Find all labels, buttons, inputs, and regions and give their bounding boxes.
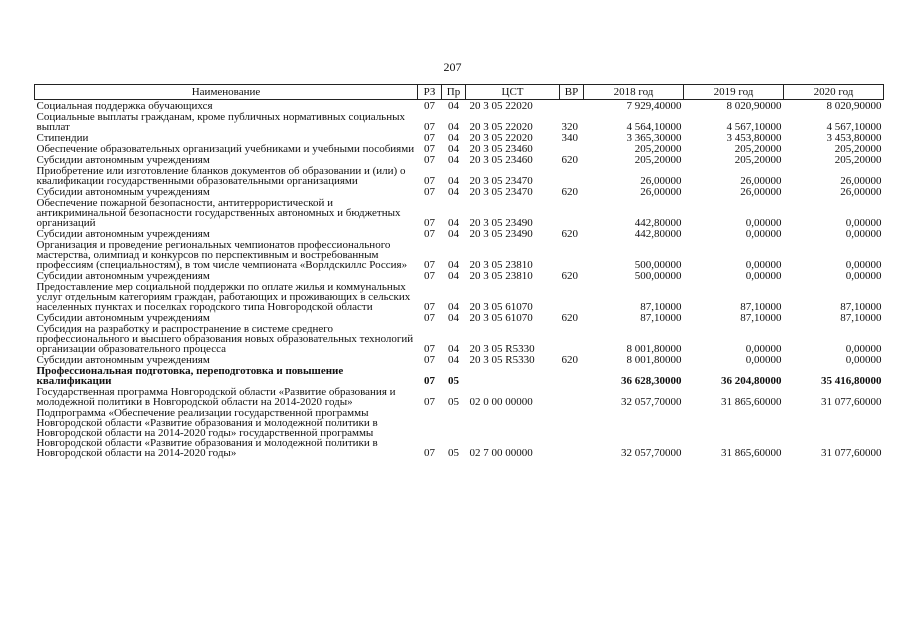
row-vr — [560, 323, 584, 354]
row-2020: 26,00000 — [840, 186, 882, 198]
row-2019: 4 567,10000 — [726, 121, 782, 133]
row-cst: 20 3 05 23470 — [469, 175, 533, 187]
row-2019: 0,00000 — [745, 228, 782, 240]
row-pr: 05 — [448, 375, 459, 387]
row-vr: 620 — [561, 228, 578, 240]
row-2019: 31 865,60000 — [721, 447, 782, 459]
header-name: Наименование — [35, 85, 418, 100]
row-pr: 04 — [448, 259, 459, 271]
row-2019: 205,20000 — [734, 154, 782, 166]
row-2020: 87,10000 — [840, 301, 882, 313]
row-rz: 07 — [424, 447, 435, 459]
budget-table — [34, 84, 884, 458]
row-name: Субсидии автономным учреждениям — [36, 270, 210, 282]
row-vr: 620 — [561, 312, 578, 324]
row-2020: 3 453,80000 — [826, 132, 882, 144]
row-2020: 31 077,60000 — [821, 447, 882, 459]
row-vr — [560, 143, 584, 154]
row-2018: 500,00000 — [634, 259, 682, 271]
row-pr: 05 — [448, 447, 459, 459]
row-2018: 87,10000 — [640, 301, 682, 313]
row-name: Обеспечение пожарной безопасности, антитеррористической и антикриминальной безопасности государственных автономных и бюджетных организаций — [36, 197, 401, 229]
table-row — [35, 228, 884, 239]
row-2019: 87,10000 — [740, 312, 782, 324]
row-2018: 32 057,70000 — [621, 396, 682, 408]
row-cst: 20 3 05 23490 — [469, 228, 533, 240]
row-pr: 05 — [448, 396, 459, 408]
row-cst: 20 3 05 22020 — [469, 121, 533, 133]
row-vr: 620 — [561, 354, 578, 366]
table-row — [35, 239, 884, 270]
table-row — [35, 323, 884, 354]
row-name: Субсидии автономным учреждениям — [36, 154, 210, 166]
header-rz: РЗ — [418, 85, 442, 100]
table-row — [35, 165, 884, 186]
table-row — [35, 143, 884, 154]
row-pr: 04 — [448, 175, 459, 187]
row-pr: 04 — [448, 312, 459, 324]
row-pr: 04 — [448, 132, 459, 144]
row-cst: 02 0 00 00000 — [469, 396, 533, 408]
row-cst: 20 3 05 23810 — [469, 259, 533, 271]
row-2018: 32 057,70000 — [621, 447, 682, 459]
row-rz: 07 — [424, 154, 435, 166]
row-pr: 04 — [448, 354, 459, 366]
table-row — [35, 354, 884, 365]
row-vr: 320 — [561, 121, 578, 133]
row-pr: 04 — [448, 270, 459, 282]
row-rz: 07 — [424, 121, 435, 133]
row-pr: 04 — [448, 228, 459, 240]
row-vr — [560, 100, 584, 112]
row-rz: 07 — [424, 186, 435, 198]
row-2018: 3 365,30000 — [626, 132, 682, 144]
row-rz: 07 — [424, 100, 435, 112]
row-pr: 04 — [448, 301, 459, 313]
row-2020: 0,00000 — [845, 259, 882, 271]
row-2019: 3 453,80000 — [726, 132, 782, 144]
row-vr: 620 — [561, 154, 578, 166]
row-name: Обеспечение образовательных организаций учебниками и учебными пособиями — [36, 143, 415, 155]
row-rz: 07 — [424, 228, 435, 240]
row-2020: 0,00000 — [845, 343, 882, 355]
row-rz: 07 — [424, 259, 435, 271]
row-2018: 26,00000 — [640, 186, 682, 198]
row-vr — [560, 386, 584, 407]
row-2019: 0,00000 — [745, 259, 782, 271]
row-2020: 87,10000 — [840, 312, 882, 324]
row-pr: 04 — [448, 186, 459, 198]
row-2020: 205,20000 — [834, 154, 882, 166]
row-cst: 20 3 05 23490 — [469, 217, 533, 229]
row-2020: 8 020,90000 — [826, 100, 882, 112]
header-pr: Пр — [442, 85, 466, 100]
row-2019: 0,00000 — [745, 343, 782, 355]
row-2020: 0,00000 — [845, 228, 882, 240]
row-cst: 20 3 05 R5330 — [469, 354, 535, 366]
row-pr: 04 — [448, 143, 459, 155]
row-pr: 04 — [448, 154, 459, 166]
row-name: Субсидии автономным учреждениям — [36, 186, 210, 198]
row-2020: 4 567,10000 — [826, 121, 882, 133]
row-2019: 36 204,80000 — [721, 375, 782, 387]
row-name: Субсидия на разработку и распространение в системе среднего профессионального и высшего образования новых образовательных технологий организации образовательного процесса — [36, 323, 414, 355]
row-rz: 07 — [424, 396, 435, 408]
table-row — [35, 132, 884, 143]
row-name: Субсидии автономным учреждениям — [36, 312, 210, 324]
row-vr: 620 — [561, 270, 578, 282]
row-2018: 36 628,30000 — [621, 375, 682, 387]
row-cst: 20 3 05 23810 — [469, 270, 533, 282]
table-row — [35, 186, 884, 197]
row-2018: 8 001,80000 — [626, 354, 682, 366]
table-row — [35, 197, 884, 228]
row-rz: 07 — [424, 343, 435, 355]
row-vr — [560, 365, 584, 386]
table-row — [35, 386, 884, 407]
row-name: Социальная поддержка обучающихся — [36, 100, 213, 112]
row-cst — [466, 365, 560, 386]
row-rz: 07 — [424, 132, 435, 144]
row-rz: 07 — [424, 175, 435, 187]
row-2019: 26,00000 — [740, 186, 782, 198]
row-name: Организация и проведение региональных чемпионатов профессионального мастерства, олимпиад и конкурсов по перспективным и востребованным профессиям (специальностям), в том числе чемпионата «Ворлдскиллс Россия» — [36, 239, 408, 271]
row-2019: 0,00000 — [745, 270, 782, 282]
table-row — [35, 154, 884, 165]
row-2019: 0,00000 — [745, 217, 782, 229]
row-2018: 8 001,80000 — [626, 343, 682, 355]
table-row — [35, 365, 884, 386]
table-row — [35, 407, 884, 458]
row-vr — [560, 165, 584, 186]
row-2018: 4 564,10000 — [626, 121, 682, 133]
row-rz: 07 — [424, 375, 435, 387]
row-name: Подпрограмма «Обеспечение реализации государственной программы Новгородской области «Развитие образования и молодежной политики в Новгородской области на 2014-2020 годы» государственной программы Новгородской области «Развитие образования и молодежной политики в Новгородской области на 2014-2020 годы» — [36, 407, 378, 459]
row-2019: 8 020,90000 — [726, 100, 782, 112]
table-row — [35, 312, 884, 323]
row-pr: 04 — [448, 343, 459, 355]
header-vr: ВР — [560, 85, 584, 100]
page-number: 207 — [443, 60, 462, 74]
row-2019: 205,20000 — [734, 143, 782, 155]
row-cst: 20 3 05 R5330 — [469, 343, 535, 355]
table-row — [35, 270, 884, 281]
row-name: Социальные выплаты гражданам, кроме публичных нормативных социальных выплат — [36, 111, 405, 133]
row-vr — [560, 197, 584, 228]
row-pr: 04 — [448, 217, 459, 229]
table-row — [35, 111, 884, 132]
row-rz: 07 — [424, 354, 435, 366]
row-2019: 0,00000 — [745, 354, 782, 366]
row-name: Приобретение или изготовление бланков документов об образовании и (или) о квалификации государственными образовательными организациями — [36, 165, 406, 187]
row-pr: 04 — [448, 100, 459, 112]
row-cst: 20 3 05 23460 — [469, 143, 533, 155]
row-cst: 02 7 00 00000 — [469, 447, 533, 459]
row-vr — [560, 239, 584, 270]
row-2020: 0,00000 — [845, 270, 882, 282]
row-2019: 26,00000 — [740, 175, 782, 187]
header-cst: ЦСТ — [466, 85, 560, 100]
row-vr — [560, 281, 584, 312]
row-2019: 31 865,60000 — [721, 396, 782, 408]
row-2020: 0,00000 — [845, 217, 882, 229]
row-2018: 87,10000 — [640, 312, 682, 324]
row-name: Субсидии автономным учреждениям — [36, 228, 210, 240]
row-name: Государственная программа Новгородской области «Развитие образования и молодежной политики в Новгородской области на 2014-2020 годы» — [36, 386, 396, 408]
header-2019: 2019 год — [684, 85, 784, 100]
row-2020: 0,00000 — [845, 354, 882, 366]
row-cst: 20 3 05 61070 — [469, 301, 533, 313]
header-2018: 2018 год — [584, 85, 684, 100]
table-row — [35, 281, 884, 312]
row-rz: 07 — [424, 143, 435, 155]
row-rz: 07 — [424, 301, 435, 313]
row-cst: 20 3 05 61070 — [469, 312, 533, 324]
row-2020: 35 416,80000 — [821, 375, 882, 387]
row-2018: 500,00000 — [634, 270, 682, 282]
row-cst: 20 3 05 22020 — [469, 100, 533, 112]
row-pr: 04 — [448, 121, 459, 133]
row-2019: 87,10000 — [740, 301, 782, 313]
row-cst: 20 3 05 22020 — [469, 132, 533, 144]
row-2018: 205,20000 — [634, 154, 682, 166]
row-rz: 07 — [424, 270, 435, 282]
row-cst: 20 3 05 23460 — [469, 154, 533, 166]
row-vr — [560, 407, 584, 458]
row-rz: 07 — [424, 217, 435, 229]
row-vr: 620 — [561, 186, 578, 198]
row-name: Предоставление мер социальной поддержки по оплате жилья и коммунальных услуг отдельным категориям граждан, работающих и проживающих в сельских населенных пунктах и поселках городского типа Новгородской области — [36, 281, 411, 313]
row-2020: 31 077,60000 — [821, 396, 882, 408]
row-2018: 442,80000 — [634, 228, 682, 240]
row-vr: 340 — [561, 132, 578, 144]
header-row — [35, 85, 884, 100]
row-name: Субсидии автономным учреждениям — [36, 354, 210, 366]
row-name: Стипендии — [36, 132, 89, 144]
row-2020: 26,00000 — [840, 175, 882, 187]
row-2018: 205,20000 — [634, 143, 682, 155]
row-name: Профессиональная подготовка, переподготовка и повышение квалификации — [36, 365, 344, 387]
row-2018: 442,80000 — [634, 217, 682, 229]
header-2020: 2020 год — [784, 85, 884, 100]
table-row — [35, 100, 884, 112]
row-2018: 7 929,40000 — [626, 100, 682, 112]
row-2018: 26,00000 — [640, 175, 682, 187]
row-2020: 205,20000 — [834, 143, 882, 155]
row-rz: 07 — [424, 312, 435, 324]
row-cst: 20 3 05 23470 — [469, 186, 533, 198]
